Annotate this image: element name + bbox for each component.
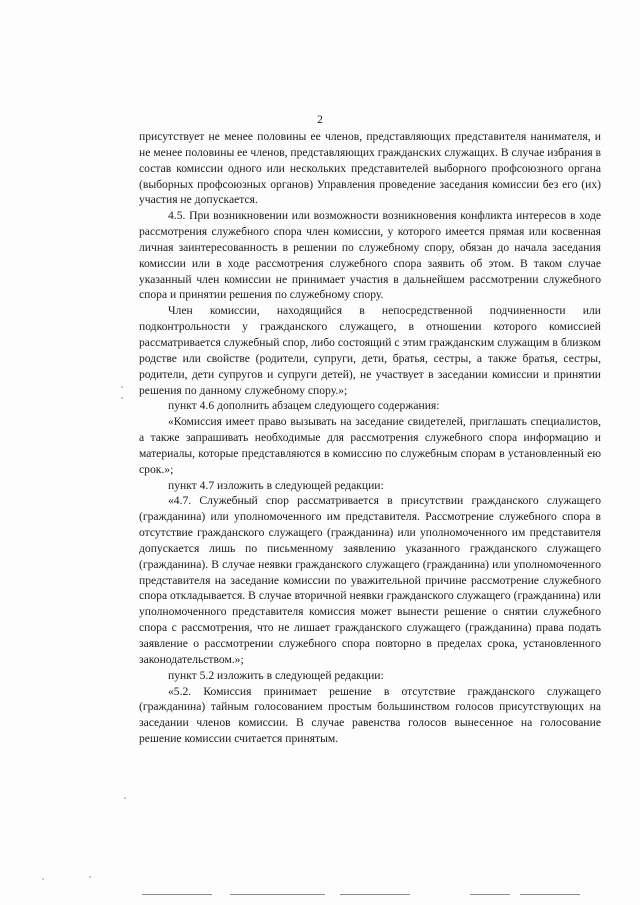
scan-speck	[89, 876, 91, 878]
page-number: 2	[317, 114, 323, 126]
paragraph-4-6-addition: «Комиссия имеет право вызывать на заседание свидетелей, приглашать специалистов, а также запрашивать необходимые для рассмотрения служебного спора информацию и материалы, которые представляются в комиссию по служебным спорам в установленный ею срок.»;	[139, 415, 601, 476]
scan-speck	[121, 397, 123, 399]
paragraph-4-7-new-text: «4.7. Служебный спор рассматривается в присутствии гражданского служащего (гражданина) или уполномоченного им представителя. Рассмотрение служебного спора в отсутствие гражданского служащего (гражданина) или уполномоченного им представителя допускается лишь по письменному заявлению указанного гражданского служащего (гражданина). В случае неявки гражданского служащего (гражданина) или уполномоченного представителя на заседание комиссии по уважительной причине рассмотрение служебного спора откладывается. В случае вторичной неявки гражданского служащего (гражданина) или уполномоченного представителя комиссия может вынести решение о снятии служебного спора с рассмотрения, что не лишает гражданского служащего (гражданина) права подать заявление о рассмотрении служебного спора повторно в пределах срока, установленного законодательством.»;	[139, 494, 601, 666]
paragraph-continuation-quorum: присутствует не менее половины ее членов, представляющих представителя нанимателя, и не менее половины ее членов, представляющих гражданских служащих. В случае избрания в состав комиссии одного или нескольких представителей выборного профсоюзного органа (выборных профсоюзных органов) Управления проведение заседания комиссии без его (их) участия не допускается.	[139, 130, 601, 207]
scan-edge-artifact	[0, 893, 640, 897]
paragraph-5-2-new-text: «5.2. Комиссия принимает решение в отсутствие гражданского служащего (гражданина) тайным голосованием простым большинством голосов присутствующих на заседании членов комиссии. В случае равенства голосов вынесенное на голосование решение комиссии считается принятым.	[139, 684, 601, 746]
paragraph-amend-4-7: пункт 4.7 изложить в следующей редакции:	[168, 478, 384, 492]
paragraph-4-5-conflict-of-interest: 4.5. При возникновении или возможности возникновения конфликта интересов в ходе рассмотрения служебного спора член комиссии, у которого имеется прямая или косвенная личная заинтересованность в решении по служебному спору, обязан до начала заседания комиссии или в ходе рассмотрения служебного спора заявить об этом. В таком случае указанный член комиссии не принимает участия в дальнейшем рассмотрении служебного спора и принятии решения по служебному спору.	[139, 209, 601, 302]
scan-speck	[124, 797, 126, 799]
paragraph-member-subordination: Член комиссии, находящийся в непосредственной подчиненности или подконтрольности у гражданского служащего, в отношении которого комиссией рассматривается служебный спор, либо состоящий с этим гражданским служащим в близком родстве или свойстве (родители, супруги, дети, братья, сестры, а также братья, сестры, родители, дети супругов и супруги детей), не участвует в заседании комиссии и принятии решения по данному служебному спору.»;	[139, 304, 601, 397]
paragraph-amend-5-2: пункт 5.2 изложить в следующей редакции:	[168, 668, 384, 682]
paragraph-amend-4-6: пункт 4.6 дополнить абзацем следующего содержания:	[168, 399, 440, 413]
document-body	[139, 129, 601, 747]
scan-speck	[42, 878, 44, 880]
scan-speck	[121, 386, 123, 388]
